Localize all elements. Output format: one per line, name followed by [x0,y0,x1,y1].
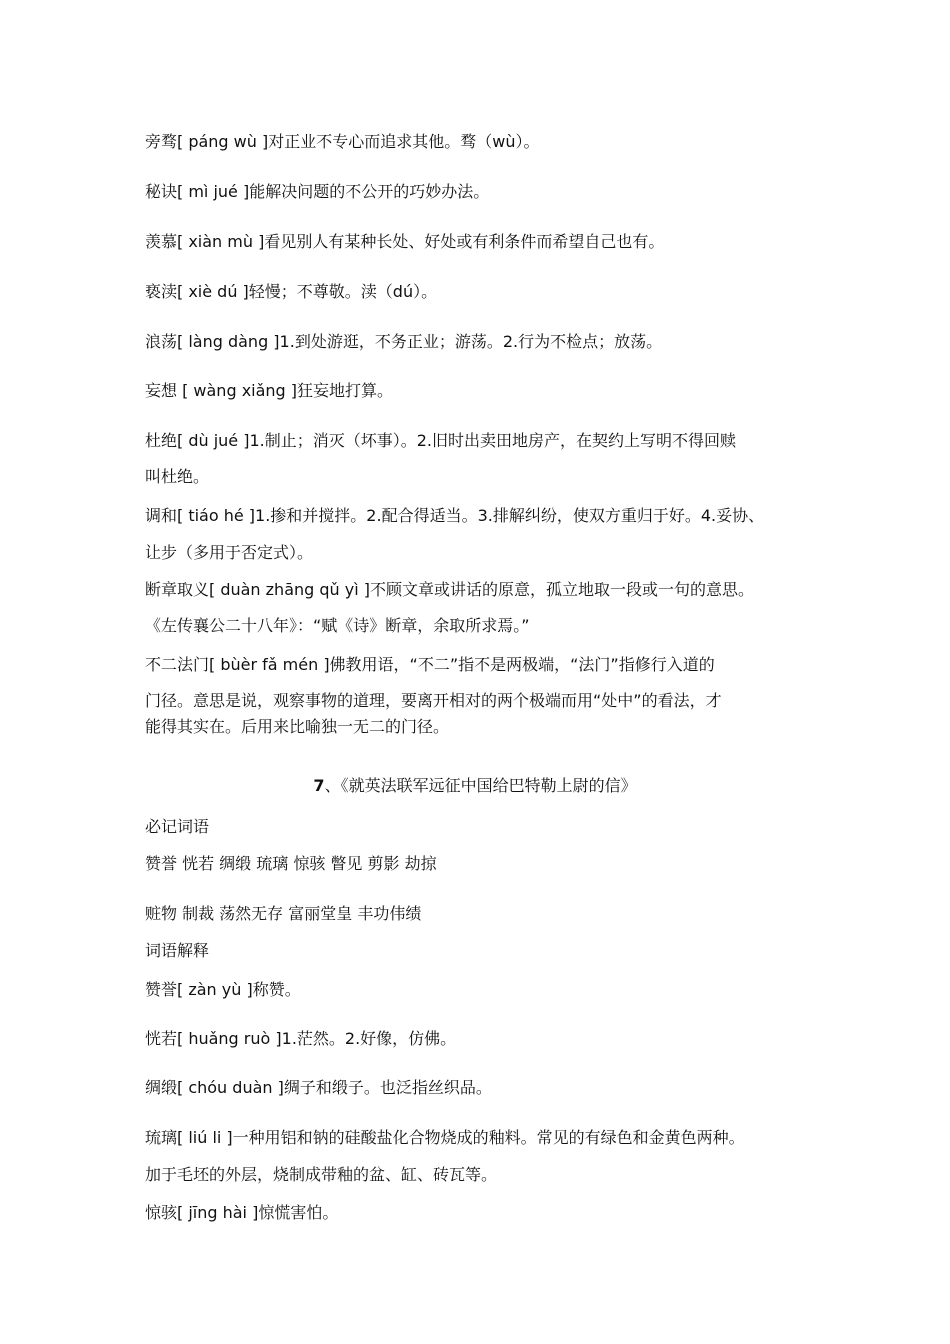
section-title: 、《就英法联军远征中国给巴特勒上尉的信》 [324,776,637,795]
text-line: 加于毛坯的外层，烧制成带釉的盆、缸、砖瓦等。 [145,1165,498,1184]
text-line: 让步（多用于否定式）。 [145,543,314,562]
section-number: 7 [313,776,325,795]
text-line: 《左传襄公二十八年》：“赋《诗》断章，余取所求焉。” [145,616,530,635]
subheading: 词语解释 [145,941,210,960]
text-line: 秘诀[ mì jué ]能解决问题的不公开的巧妙办法。 [145,182,490,201]
text-line: 赞誉[ zàn yù ]称赞。 [145,980,301,999]
text-line: 琉璃[ liú li ]一种用铝和钠的硅酸盐化合物烧成的釉料。常见的有绿色和金黄色两种。 [145,1128,745,1147]
subheading: 必记词语 [145,817,210,836]
text-line: 妄想 [ wàng xiǎng ]狂妄地打算。 [145,381,394,400]
text-line: 亵渎[ xiè dú ]轻慢；不尊敬。渎（dú）。 [145,282,438,301]
text-line: 惊骇[ jīng hài ]惊慌害怕。 [145,1203,339,1222]
text-line: 杜绝[ dù jué ]1.制止；消灭（坏事）。2.旧时出卖田地房产，在契约上写明不得回赎 [145,431,737,450]
text-line: 断章取义[ duàn zhāng qǔ yì ]不顾文章或讲话的原意，孤立地取一段或一句的意思。 [145,580,755,599]
text-line: 能得其实在。后用来比喻独一无二的门径。 [145,717,450,736]
text-line: 不二法门[ bùèr fǎ mén ]佛教用语，“不二”指不是两极端，“法门”指修行入道的 [145,655,715,674]
text-line: 恍若[ huǎng ruò ]1.茫然。2.好像，仿佛。 [145,1029,457,1048]
text-line: 叫杜绝。 [145,467,210,486]
word-list: 赞誉 恍若 绸缎 琉璃 惊骇 瞥见 剪影 劫掠 [145,854,437,873]
text-line: 浪荡[ làng dàng ]1.到处游逛，不务正业；游荡。2.行为不检点；放荡。 [145,332,663,351]
section-heading [0,776,950,796]
text-line: 调和[ tiáo hé ]1.掺和并搅拌。2.配合得适当。3.排解纠纷，使双方重归于好。4.妥协、 [145,506,765,525]
text-line: 羡慕[ xiàn mù ]看见别人有某种长处、好处或有利条件而希望自己也有。 [145,232,665,251]
word-list: 赃物 制裁 荡然无存 富丽堂皇 丰功伟绩 [145,904,422,923]
text-line: 绸缎[ chóu duàn ]绸子和缎子。也泛指丝织品。 [145,1078,492,1097]
text-line: 门径。意思是说，观察事物的道理，要离开相对的两个极端而用“处中”的看法，才 [145,691,722,710]
text-line: 旁骛[ páng wù ]对正业不专心而追求其他。骛（wù）。 [145,132,540,151]
